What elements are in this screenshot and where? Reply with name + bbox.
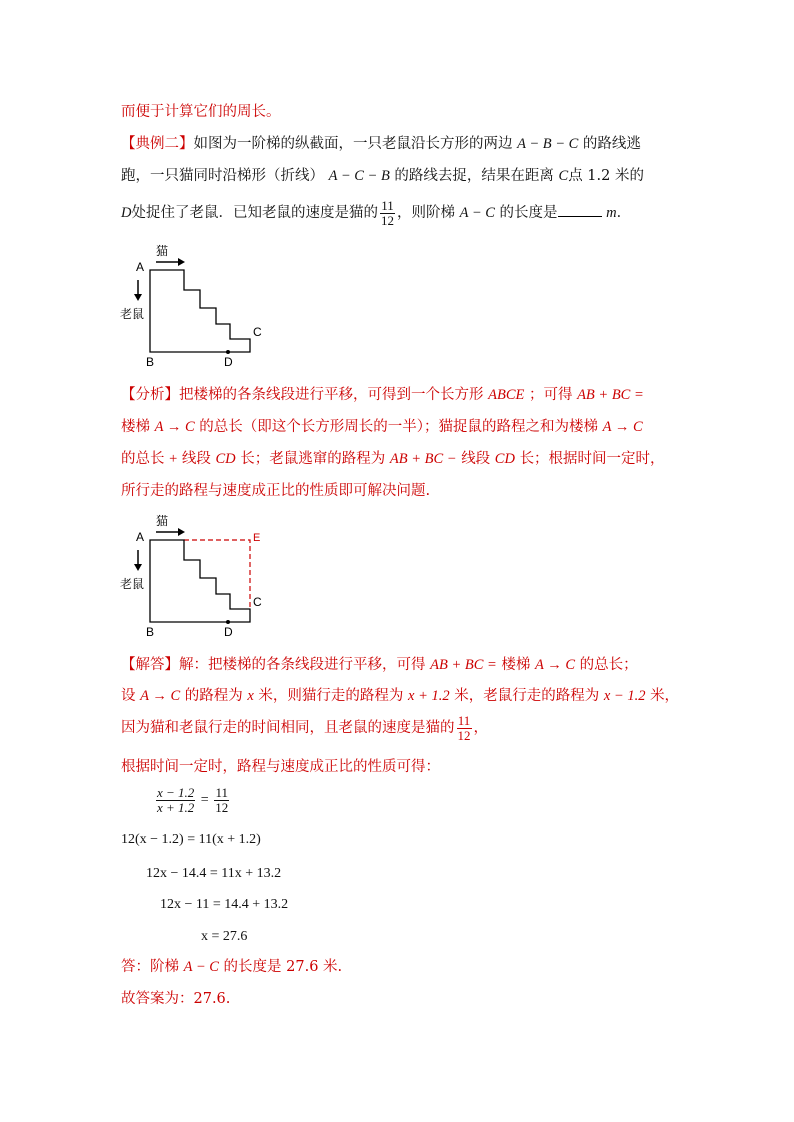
solution-line-2: 设 A → C 的路程为 x 米，则猫行走的路程为 x + 1.2 米，老鼠行走的路程为 x − 1.2 米， — [121, 688, 680, 704]
equation-1: $\frac{x - 1.2}{x + 1.2}$ = $\frac{11}{12}$ — [157, 785, 229, 815]
analysis-line-1: 【分析】把楼梯的各条线段进行平移，可得到一个长方形 ABCE ；可得 AB + BC = — [121, 387, 644, 403]
analysis-line-4: 所行走的路程与速度成正比的性质即可解决问题. — [121, 483, 431, 499]
solution-line-4: 根据时间一定时，路程与速度成正比的性质可得： — [121, 759, 440, 775]
speed-ratio-fraction: $\frac{11}{12}$ — [380, 197, 394, 228]
equation-3: 12x − 14.4 = 11x + 13.2 — [146, 866, 282, 881]
analysis-line-3: 的总长 + 线段 CD 长；老鼠逃窜的路程为 AB + BC − 线段 CD 长；根据时间一定时， — [121, 451, 665, 467]
equation-4: 12x − 11 = 14.4 + 13.2 — [160, 897, 289, 912]
staircase-figure-1 — [110, 238, 270, 370]
example-tag: 【典例二】 — [121, 136, 194, 152]
fig1-staircase — [150, 270, 250, 352]
fig1-point-d — [226, 350, 230, 354]
fig2-label-e: E — [253, 532, 261, 544]
fig2-label-a: A — [136, 530, 145, 544]
answer-line: 答：阶梯 A − C 的长度是 27.6 米. — [121, 959, 343, 975]
analysis-line-2: 楼梯 A → C 的总长（即这个长方形周长的一半）；猫捉鼠的路程之和为楼梯 A → C — [121, 419, 643, 435]
analysis-tag: 【分析】 — [121, 387, 179, 403]
fig2-label-b: B — [146, 625, 155, 639]
fig1-label-a: A — [136, 260, 145, 274]
fig2-label-mouse: 老鼠 — [120, 577, 145, 591]
example-line-3: D处捉住了老鼠．已知老鼠的速度是猫的 $\frac{11}{12}$ ，则阶梯 A − C 的长度是 m． — [121, 197, 632, 228]
fig2-label-cat: 猫 — [156, 514, 169, 528]
example-line-1: 【典例二】如图为一阶梯的纵截面，一只老鼠沿长方形的两边 A − B − C 的路线逃 — [121, 136, 641, 152]
fig1-label-c: C — [253, 325, 262, 339]
equation-5: x = 27.6 — [201, 929, 248, 944]
fig2-label-d: D — [224, 625, 233, 639]
fig2-rectangle-dashed — [184, 540, 250, 609]
equation-2: 12(x − 1.2) = 11(x + 1.2) — [121, 832, 261, 847]
solution-line-3: 因为猫和老鼠行走的时间相同，且老鼠的速度是猫的 $\frac{11}{12}$ ， — [121, 712, 488, 743]
fig1-label-mouse: 老鼠 — [120, 307, 145, 321]
fig2-point-d — [226, 620, 230, 624]
solution-line-1: 【解答】解：把楼梯的各条线段进行平移，可得 AB + BC = 楼梯 A → C 的总长； — [121, 657, 638, 673]
final-answer-line: 故答案为：27.6. — [121, 991, 231, 1007]
staircase-figure-2 — [110, 508, 270, 640]
fig1-label-cat: 猫 — [156, 244, 169, 258]
answer-blank — [558, 202, 602, 217]
solution-speed-fraction: $\frac{11}{12}$ — [457, 712, 471, 743]
solution-tag: 【解答】 — [121, 657, 179, 673]
example-line-2: 跑，一只猫同时沿梯形（折线） A − C − B 的路线去捉，结果在距离 C点 1.2 米的 — [121, 168, 644, 184]
intro-line: 而便于计算它们的周长。 — [121, 104, 281, 120]
fig1-label-d: D — [224, 355, 233, 369]
fig2-label-c: C — [253, 595, 262, 609]
fig1-label-b: B — [146, 355, 155, 369]
fig2-staircase — [150, 540, 250, 622]
